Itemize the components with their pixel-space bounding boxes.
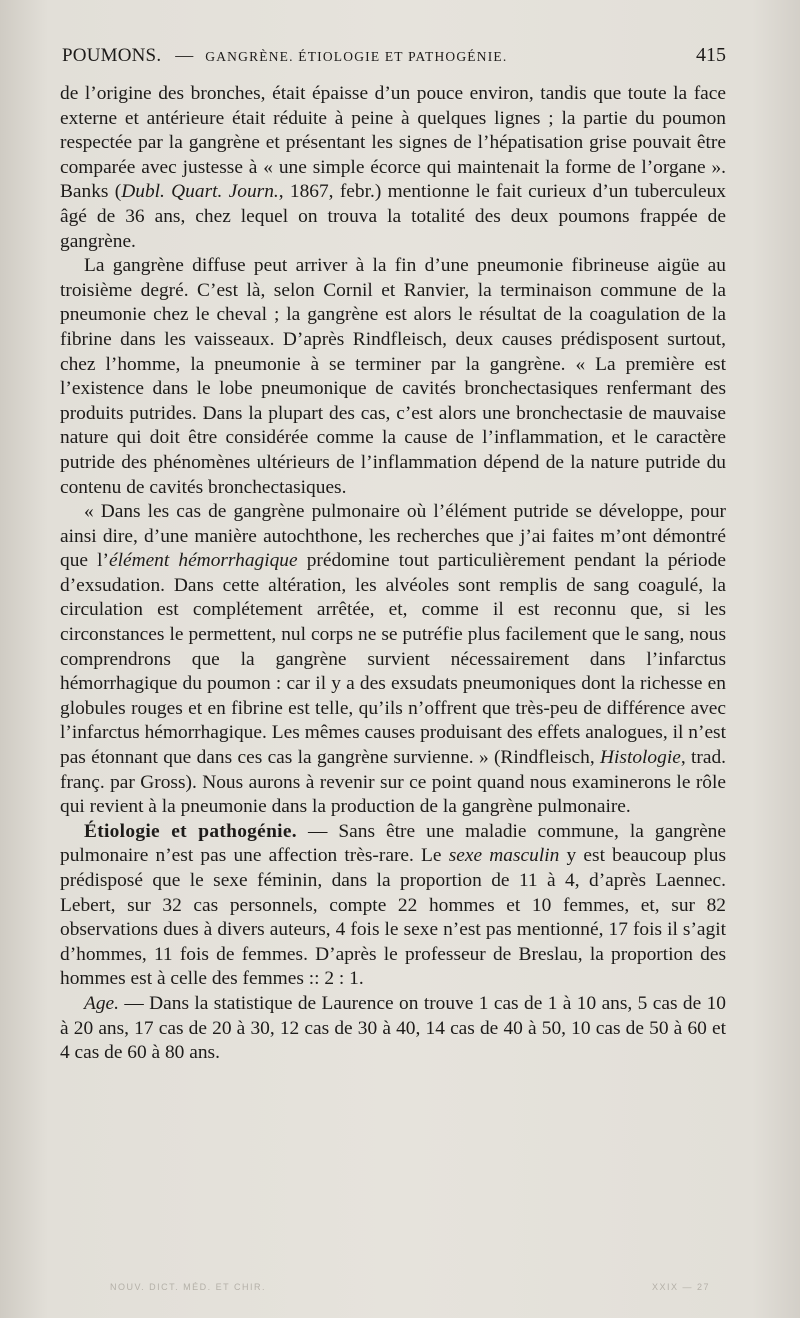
italic-text: élément hémorrhagique	[108, 550, 298, 572]
body-text	[60, 82, 726, 1066]
footer-sheet-number: XXIX — 27	[651, 1282, 710, 1292]
text-run: de l’origine des bronches, était épaisse d’un pouce environ, tandis que toute la face externe et antérieure était réduite à peine à quelques lignes ; la partie du poumon respectée par la gangrène et présentant les signes de l’hépatisation grise pouvait être comparée avec justesse à « une simple écorce qui maintenait la forme de l’organe ». Banks (	[60, 83, 726, 203]
italic-text: Histologie	[600, 747, 681, 769]
section-heading: Étiologie et pathogénie.	[84, 820, 297, 842]
text-run: y est beaucoup plus prédisposé que le sexe féminin, dans la proportion de 11 à 4, d’après Laennec. Lebert, sur 32 cas personnels, compte 22 hommes et 10 femmes, et, sur 82 observations dues à divers auteurs, 4 fois le sexe n’est pas mentionné, 17 fois il s’agit d’hommes, 11 fois de femmes. D’après le professeur de Breslau, la proportion des hommes est à celle des femmes :: 2 : 1.	[60, 845, 726, 990]
italic-text: Dubl. Quart. Journ.	[121, 181, 279, 203]
running-title: POUMONS.	[62, 45, 162, 66]
text-run: « Dans les cas de gangrène pulmonaire où l’élément putride se développe, pour ainsi dire, d’une manière autochthone, les recherches que j’ai faites m’ont démontré que l’	[60, 501, 726, 572]
text-run: , 1867, febr.) mentionne le fait curieux d’un tuberculeux âgé de 36 ans, chez lequel on trouva la totalité des deux poumons frappée de gangrène.	[60, 181, 726, 252]
italic-text: sexe masculin	[448, 845, 560, 867]
page-number: 415	[696, 44, 726, 66]
page-footer	[110, 1282, 710, 1292]
running-header	[62, 44, 726, 78]
text-run: La gangrène diffuse peut arriver à la fin d’une pneumonie fibrineuse aigüe au troisième degré. C’est là, selon Cornil et Ranvier, la terminaison commune de la pneumonie chez le cheval ; la gangrène est alors le résultat de la coagulation de la fibrine dans les vaisseaux. D’après Rindfleisch, deux causes prédisposent surtout, chez l’homme, la pneumonie à se terminer par la gangrène. « La première est l’existence dans le lobe pneumonique de cavités bronchectasiques renfermant des produits putrides. Dans la plupart des cas, c’est alors une bronchectasie de mauvaise nature qui doit être considérée comme la cause de l’inflammation, et le caractère putride des phénomènes ultérieurs de l’inflammation dépend de la nature putride du contenu de cavités bronchectasiques.	[60, 255, 726, 498]
paragraph	[60, 992, 726, 1066]
text-run: — Sans être une maladie commune, la gangrène pulmonaire n’est pas une affection très-rare. Le	[60, 820, 726, 867]
paragraph	[60, 82, 726, 254]
paragraph	[60, 820, 726, 992]
text-run: — Dans la statistique de Laurence on trouve 1 cas de 1 à 10 ans, 5 cas de 10 à 20 ans, 17 cas de 20 à 30, 12 cas de 30 à 40, 14 cas de 40 à 50, 10 cas de 50 à 60 et 4 cas de 60 à 80 ans.	[60, 992, 726, 1064]
text-run: , trad. franç. par Gross). Nous aurons à revenir sur ce point quand nous examinerons le rôle qui revient à la pneumonie dans la production de la gangrène pulmonaire.	[60, 747, 726, 818]
paragraph	[60, 254, 726, 500]
footer-signature: NOUV. DICT. MÉD. ET CHIR.	[110, 1282, 267, 1292]
section-title: GANGRÈNE. ÉTIOLOGIE ET PATHOGÉNIE.	[205, 49, 508, 64]
italic-text: Age.	[84, 992, 119, 1014]
text-run: prédomine tout particulièrement pendant la période d’exsudation. Dans cette altération, les alvéoles sont remplis de sang coagulé, la circulation est complétement arrêtée, et, comme il est reconnu que, si les circonstances le permettent, nul corps ne se putréfie plus facilement que le sang, nous comprendrons que la gangrène survient nécessairement dans l’infarctus hémorrhagique du poumon : car il y a des exsudats pneumoniques dont la richesse en globules rouges et en fibrine est telle, qu’ils n’offrent que très-peu de différence avec l’infarctus hémorrhagique. Les mêmes causes produisant des effets analogues, il n’est pas étonnant que dans ces cas la gangrène survienne. » (Rindfleisch,	[60, 550, 726, 769]
paragraph	[60, 500, 726, 820]
header-dash: —	[175, 45, 194, 65]
